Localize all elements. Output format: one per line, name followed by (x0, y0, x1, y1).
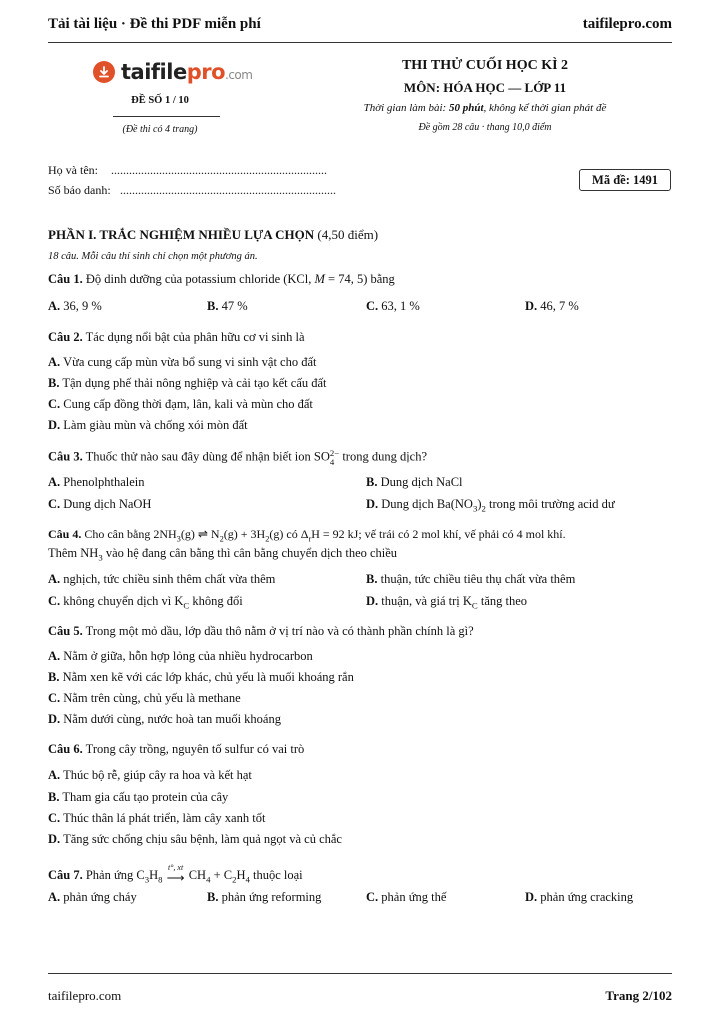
download-icon (93, 61, 115, 83)
name-field[interactable] (48, 163, 348, 178)
q6-option-d[interactable]: D. Tăng sức chống chịu sâu bệnh, làm quả ngọt và củ chắc (48, 832, 342, 846)
exam-subject: MÔN: HÓA HỌC — LỚP 11 (403, 80, 567, 95)
question-4: Câu 4. Cho cân bằng $2NH_3(g)$ ⇌ $N_2(g) + 3H_2(g)$ có $\Delta_rH = 92$ kJ; vế trái có 2 mol khí, vế phải có 4 mol khí. (48, 527, 566, 544)
q2-option-d[interactable]: D. Làm giàu mùn và chống xói mòn đất (48, 418, 248, 432)
reaction-arrow: t°, xt ⟶ (166, 863, 185, 885)
page-count-note: (Đề thi có 4 trang) (122, 124, 198, 135)
q7-option-b[interactable]: B. phản ứng reforming (207, 890, 322, 904)
q1-option-b[interactable]: B. 47 % (207, 299, 248, 313)
page-header (48, 12, 672, 36)
sbd-field[interactable] (48, 183, 348, 198)
question-2: Câu 2. Tác dụng nổi bật của phân hữu cơ vi sinh là (48, 330, 305, 344)
question-1: Câu 1. Độ dinh dưỡng của potassium chloride (KCl, M = 74, 5) bằng (48, 272, 395, 286)
question-5: Câu 5. Trong một mỏ dầu, lớp dầu thô nằm ở vị trí nào và có thành phần chính là gì? (48, 624, 474, 638)
q4-option-d[interactable]: D. thuận, và giá trị $K_C$ tăng theo (366, 594, 528, 611)
q5-option-d[interactable]: D. Nằm dưới cùng, nước hoà tan muối khoáng (48, 712, 281, 726)
q5-option-c[interactable]: C. Nằm trên cùng, chủ yếu là methane (48, 691, 241, 705)
q3-option-d[interactable]: D. Dung dịch $Ba(NO_3)_2$ trong môi trường acid dư (366, 497, 615, 514)
q7-option-d[interactable]: D. phản ứng cracking (525, 890, 634, 904)
q5-option-a[interactable]: A. Nằm ở giữa, hỗn hợp lỏng của nhiều hydrocarbon (48, 649, 313, 663)
sbd-dots: ........................................................................ (120, 183, 336, 197)
question-4-line-2: Thêm $NH_3$ vào hệ đang cân bằng thì cân bằng chuyển dịch theo chiều (48, 546, 398, 563)
question-7: Câu 7. Phản ứng $C_3H_8$ t°, xt ⟶ $CH_4 + C_2H_4$ thuộc loại (48, 863, 303, 885)
exam-info: Đề gồm 28 câu · thang 10,0 điểm (418, 122, 552, 133)
q1-option-a[interactable]: A. 36, 9 % (48, 299, 102, 313)
q1-option-d[interactable]: D. 46, 7 % (525, 299, 579, 313)
footer-site-link[interactable]: taifilepro.com (48, 988, 122, 1003)
q2-option-c[interactable]: C. Cung cấp đồng thời đạm, lân, kali và mùn cho đất (48, 397, 313, 411)
header-site-link[interactable]: taifilepro.com (582, 15, 672, 32)
section-title: PHẦN I. TRẮC NGHIỆM NHIỀU LỰA CHỌN (4,50 điểm) (48, 227, 379, 242)
q4-option-b[interactable]: B. thuận, tức chiều tiêu thụ chất vừa thêm (366, 572, 576, 586)
q3-option-a[interactable]: A. Phenolphthalein (48, 475, 145, 489)
q6-option-c[interactable]: C. Thúc thân lá phát triển, làm cây xanh tốt (48, 811, 266, 825)
name-label: Họ và tên: (48, 163, 98, 177)
exam-code-box: Mã đề: 1491 (579, 169, 671, 191)
q7-option-c[interactable]: C. phản ứng thế (366, 890, 447, 904)
exam-time: Thời gian làm bài: 50 phút, không kể thời gian phát đề (363, 102, 607, 114)
sbd-label: Số báo danh: (48, 183, 111, 197)
header-left-text: Tải tài liệu · Đề thi PDF miễn phí (48, 15, 261, 32)
question-3: Câu 3. Thuốc thử nào sau đây dùng để nhận biết ion SO 2− 4 trong dung dịch? (48, 448, 428, 467)
q3-option-b[interactable]: B. Dung dịch NaCl (366, 475, 463, 489)
exam-title: THI THỬ CUỐI HỌC KÌ 2 (401, 58, 569, 73)
q6-option-b[interactable]: B. Tham gia cấu tạo protein của cây (48, 790, 229, 804)
page-number: Trang 2/102 (605, 988, 672, 1003)
exam-number-divider (113, 116, 220, 117)
q4-option-c[interactable]: C. không chuyển dịch vì $K_C$ không đổi (48, 594, 243, 611)
q6-option-a[interactable]: A. Thúc bộ rễ, giúp cây ra hoa và kết hạt (48, 768, 252, 782)
name-dots: ........................................................................ (111, 163, 327, 177)
logo-wordmark: taifilepro.com (121, 60, 253, 84)
q2-option-a[interactable]: A. Vừa cung cấp mùn vừa bổ sung vi sinh vật cho đất (48, 355, 317, 369)
q1-option-c[interactable]: C. 63, 1 % (366, 299, 420, 313)
header-divider (48, 42, 672, 43)
section-note: 18 câu. Mỗi câu thí sinh chỉ chọn một phương án. (48, 251, 258, 262)
q3-option-c[interactable]: C. Dung dịch NaOH (48, 497, 152, 511)
site-logo[interactable] (93, 60, 252, 84)
q5-option-b[interactable]: B. Nằm xen kẽ với các lớp khác, chủ yếu là muối khoáng rắn (48, 670, 354, 684)
q2-option-b[interactable]: B. Tận dụng phế thải nông nghiệp và cải tạo kết cấu đất (48, 376, 327, 390)
q4-option-a[interactable]: A. nghịch, tức chiều sinh thêm chất vừa thêm (48, 572, 276, 586)
footer-divider (48, 973, 672, 974)
q7-option-a[interactable]: A. phản ứng cháy (48, 890, 137, 904)
question-6: Câu 6. Trong cây trồng, nguyên tố sulfur có vai trò (48, 742, 305, 756)
exam-number: ĐỀ SỐ 1 / 10 (131, 95, 189, 106)
